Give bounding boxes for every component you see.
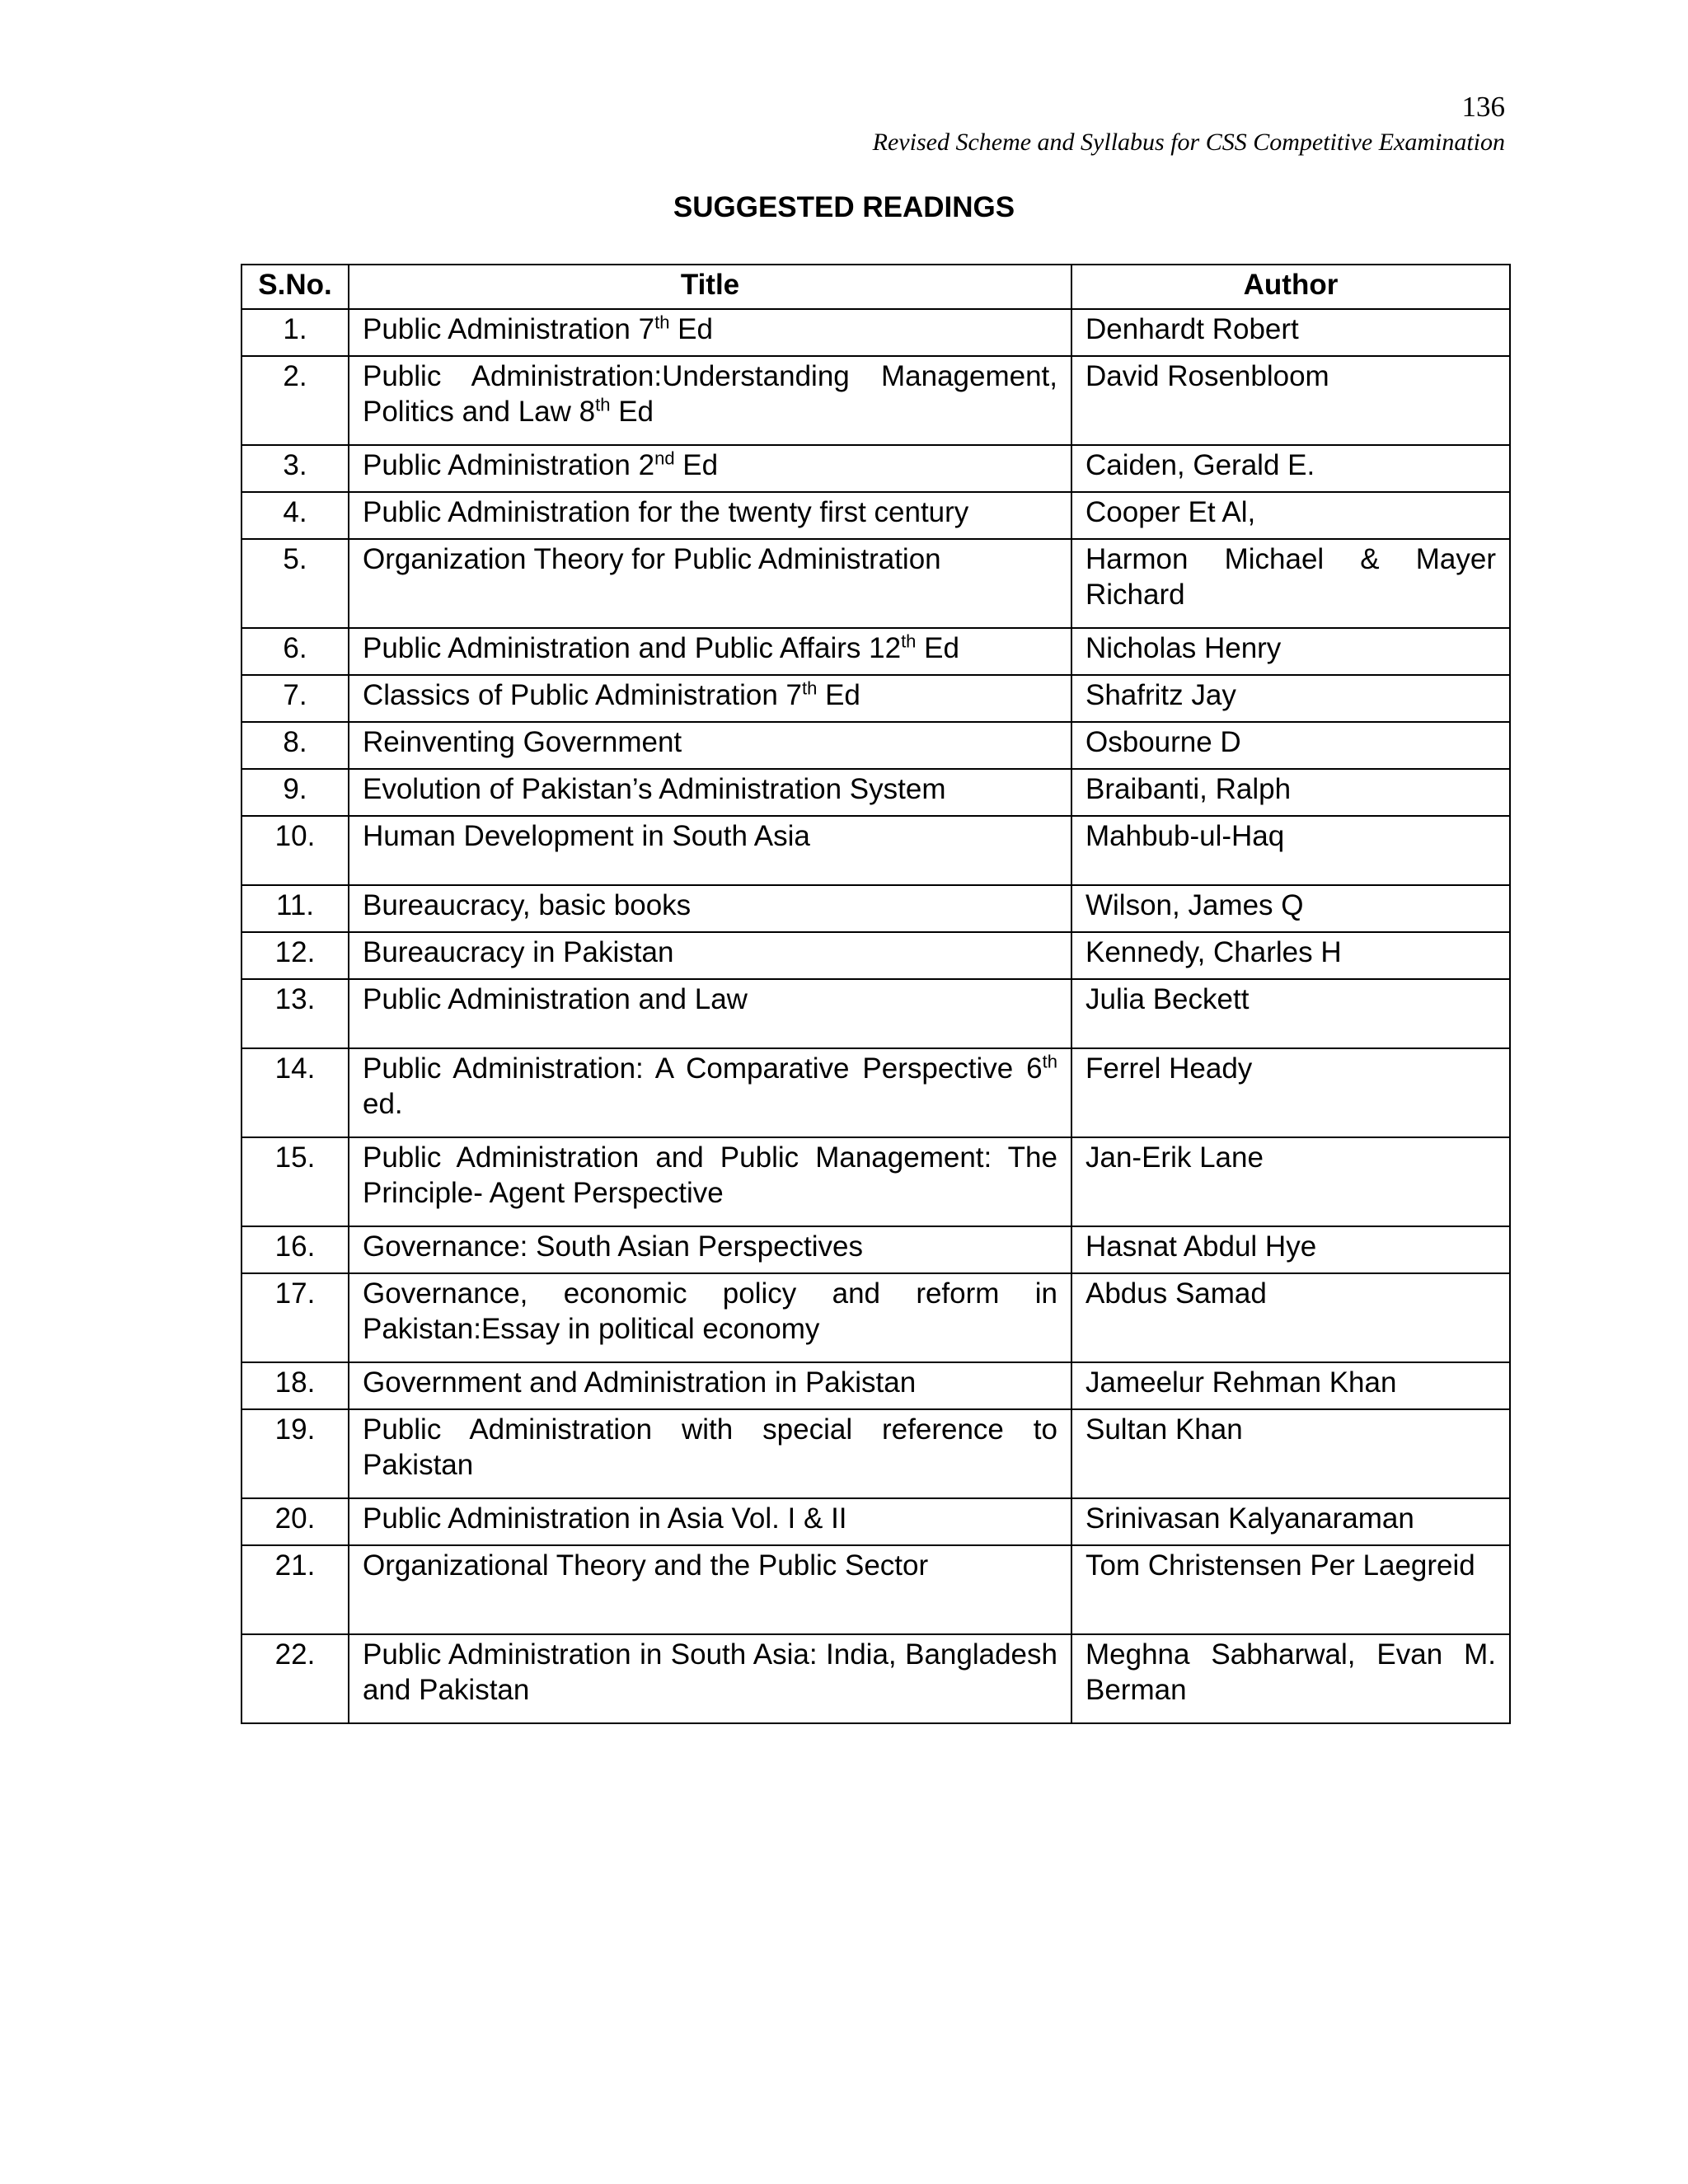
title-text: Public Administration in Asia Vol. I & II xyxy=(363,1502,847,1535)
title-text: Public Administration and Public Management: The Principle- Agent Perspective xyxy=(363,1141,1057,1209)
title-suffix: ed. xyxy=(363,1088,403,1120)
title-text: Public Administration in South Asia: India, Bangladesh and Pakistan xyxy=(363,1638,1057,1706)
title-suffix: Ed xyxy=(674,449,719,481)
title-text: Public Administration for the twenty first century xyxy=(363,496,969,528)
title-text: Public Administration with special reference to Pakistan xyxy=(363,1413,1057,1481)
table-row xyxy=(241,1409,1510,1498)
table-header-row xyxy=(241,265,1510,309)
suggested-readings-table xyxy=(241,264,1511,1724)
row-sno: 14. xyxy=(241,1048,349,1137)
table-row xyxy=(241,1545,1510,1634)
row-author: Jameelur Rehman Khan xyxy=(1071,1362,1510,1409)
title-text: Organizational Theory and the Public Sector xyxy=(363,1549,929,1582)
row-sno: 9. xyxy=(241,769,349,816)
title-ordinal: th xyxy=(1042,1051,1057,1072)
table-row xyxy=(241,1273,1510,1362)
table-row xyxy=(241,628,1510,675)
table-row xyxy=(241,932,1510,979)
row-sno: 1. xyxy=(241,309,349,356)
title-text: Public Administration and Law xyxy=(363,983,748,1015)
table-row xyxy=(241,979,1510,1048)
row-sno: 12. xyxy=(241,932,349,979)
table-row xyxy=(241,445,1510,492)
column-header-sno: S.No. xyxy=(241,265,349,309)
row-title xyxy=(349,979,1071,1048)
row-author: Caiden, Gerald E. xyxy=(1071,445,1510,492)
title-text: Public Administration and Public Affairs 12 xyxy=(363,632,902,664)
row-title xyxy=(349,932,1071,979)
title-text: Public Administration 2 xyxy=(363,449,655,481)
column-header-author: Author xyxy=(1071,265,1510,309)
title-text: Governance: South Asian Perspectives xyxy=(363,1230,864,1263)
row-title xyxy=(349,675,1071,722)
row-sno: 15. xyxy=(241,1137,349,1226)
title-ordinal: th xyxy=(802,677,818,699)
row-title xyxy=(349,722,1071,769)
row-title xyxy=(349,492,1071,539)
title-text: Bureaucracy, basic books xyxy=(363,889,692,921)
row-title xyxy=(349,628,1071,675)
row-author: Tom Christensen Per Laegreid xyxy=(1071,1545,1510,1634)
running-header: Revised Scheme and Syllabus for CSS Competitive Examination xyxy=(872,129,1505,156)
table-row xyxy=(241,769,1510,816)
row-title xyxy=(349,885,1071,932)
title-text: Classics of Public Administration 7 xyxy=(363,679,802,711)
section-title: SUGGESTED READINGS xyxy=(673,191,1015,223)
row-title xyxy=(349,1498,1071,1545)
row-author: Hasnat Abdul Hye xyxy=(1071,1226,1510,1273)
row-author: Jan-Erik Lane xyxy=(1071,1137,1510,1226)
title-ordinal: nd xyxy=(654,448,675,469)
row-author: Cooper Et Al, xyxy=(1071,492,1510,539)
row-title xyxy=(349,1137,1071,1226)
row-author: Nicholas Henry xyxy=(1071,628,1510,675)
row-title xyxy=(349,1273,1071,1362)
title-text: Reinventing Government xyxy=(363,726,682,758)
row-author: Osbourne D xyxy=(1071,722,1510,769)
row-sno: 11. xyxy=(241,885,349,932)
title-text: Organization Theory for Public Administration xyxy=(363,543,941,575)
title-text: Government and Administration in Pakistan xyxy=(363,1366,917,1399)
row-sno: 2. xyxy=(241,356,349,445)
row-sno: 16. xyxy=(241,1226,349,1273)
row-author: Kennedy, Charles H xyxy=(1071,932,1510,979)
row-author: Sultan Khan xyxy=(1071,1409,1510,1498)
row-author: Mahbub-ul-Haq xyxy=(1071,816,1510,885)
table-row xyxy=(241,539,1510,628)
row-sno: 20. xyxy=(241,1498,349,1545)
title-suffix: Ed xyxy=(669,313,713,345)
row-title xyxy=(349,1048,1071,1137)
row-author: Ferrel Heady xyxy=(1071,1048,1510,1137)
table-row xyxy=(241,1226,1510,1273)
row-sno: 5. xyxy=(241,539,349,628)
row-title xyxy=(349,356,1071,445)
page-number: 136 xyxy=(1461,91,1505,123)
row-title xyxy=(349,769,1071,816)
title-text: Public Administration: A Comparative Perspective 6 xyxy=(363,1052,1043,1085)
row-sno: 13. xyxy=(241,979,349,1048)
row-author: Harmon Michael & Mayer Richard xyxy=(1071,539,1510,628)
table-row xyxy=(241,722,1510,769)
row-author: Wilson, James Q xyxy=(1071,885,1510,932)
row-sno: 21. xyxy=(241,1545,349,1634)
row-title xyxy=(349,539,1071,628)
row-sno: 4. xyxy=(241,492,349,539)
row-author: David Rosenbloom xyxy=(1071,356,1510,445)
row-author: Shafritz Jay xyxy=(1071,675,1510,722)
title-ordinal: th xyxy=(654,312,670,333)
table-row xyxy=(241,309,1510,356)
title-suffix: Ed xyxy=(817,679,860,711)
row-sno: 18. xyxy=(241,1362,349,1409)
title-suffix: Ed xyxy=(916,632,959,664)
title-ordinal: th xyxy=(901,630,917,652)
row-author: Julia Beckett xyxy=(1071,979,1510,1048)
row-sno: 19. xyxy=(241,1409,349,1498)
title-text: Public Administration:Understanding Management, Politics and Law 8 xyxy=(363,360,1057,428)
title-suffix: Ed xyxy=(610,396,654,428)
row-title xyxy=(349,1545,1071,1634)
row-author: Srinivasan Kalyanaraman xyxy=(1071,1498,1510,1545)
row-title xyxy=(349,816,1071,885)
title-text: Bureaucracy in Pakistan xyxy=(363,936,674,968)
title-ordinal: th xyxy=(595,394,611,415)
table-row xyxy=(241,492,1510,539)
row-title xyxy=(349,1362,1071,1409)
table-row xyxy=(241,1137,1510,1226)
title-text: Evolution of Pakistan’s Administration System xyxy=(363,773,946,805)
row-author: Meghna Sabharwal, Evan M. Berman xyxy=(1071,1634,1510,1723)
row-sno: 3. xyxy=(241,445,349,492)
row-sno: 17. xyxy=(241,1273,349,1362)
row-sno: 10. xyxy=(241,816,349,885)
row-title xyxy=(349,1634,1071,1723)
table-row xyxy=(241,356,1510,445)
table-row xyxy=(241,1048,1510,1137)
row-sno: 22. xyxy=(241,1634,349,1723)
table-row xyxy=(241,816,1510,885)
table-row xyxy=(241,885,1510,932)
column-header-title: Title xyxy=(349,265,1071,309)
table-row xyxy=(241,1634,1510,1723)
title-text: Human Development in South Asia xyxy=(363,820,810,852)
row-author: Abdus Samad xyxy=(1071,1273,1510,1362)
row-title xyxy=(349,309,1071,356)
row-title xyxy=(349,1226,1071,1273)
title-text: Public Administration 7 xyxy=(363,313,655,345)
table-row xyxy=(241,1498,1510,1545)
row-title xyxy=(349,1409,1071,1498)
row-sno: 7. xyxy=(241,675,349,722)
table-row xyxy=(241,1362,1510,1409)
row-author: Braibanti, Ralph xyxy=(1071,769,1510,816)
row-author: Denhardt Robert xyxy=(1071,309,1510,356)
row-sno: 6. xyxy=(241,628,349,675)
row-sno: 8. xyxy=(241,722,349,769)
table-row xyxy=(241,675,1510,722)
title-text: Governance, economic policy and reform in Pakistan:Essay in political economy xyxy=(363,1277,1057,1345)
row-title xyxy=(349,445,1071,492)
